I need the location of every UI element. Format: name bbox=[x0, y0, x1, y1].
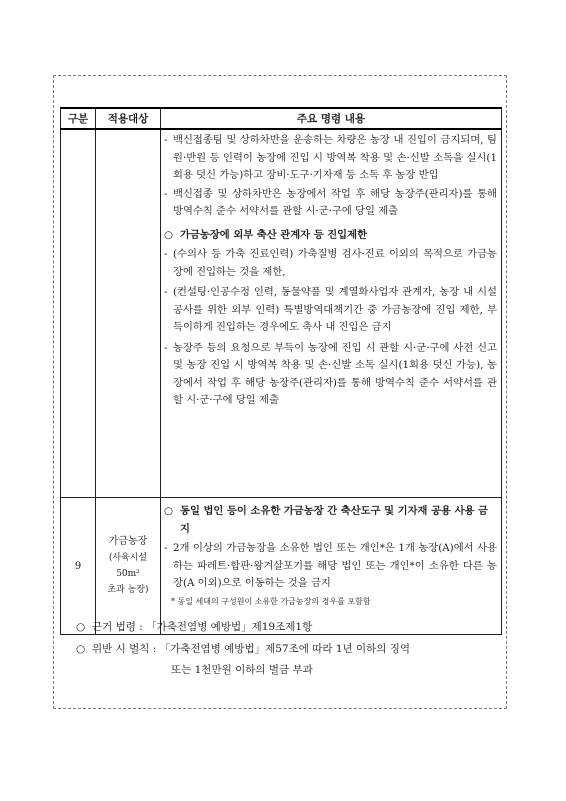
target-cell-empty bbox=[96, 129, 161, 498]
list-item bbox=[164, 284, 497, 337]
item-text: (수의사 등 가축 진료인력) 가축질병 검사·진료 이외의 목적으로 가금농장에 진입하는 것을 제한, bbox=[173, 248, 497, 278]
section-heading bbox=[164, 503, 497, 538]
dash-marker: - bbox=[164, 248, 168, 260]
heading-text: 가금농장에 외부 축산 관계자 등 진입제한 bbox=[180, 228, 368, 241]
circle-marker: ○ bbox=[76, 621, 86, 633]
list-item bbox=[164, 340, 497, 410]
penalty-text: 위반 시 벌칙 : 「가축전염병 예방법」제57조에 따라 1년 이하의 징역 bbox=[92, 643, 411, 655]
table-header-row bbox=[61, 108, 502, 129]
list-item bbox=[164, 540, 497, 593]
circle-marker: ○ bbox=[76, 643, 86, 655]
circle-marker: ○ bbox=[164, 228, 173, 241]
target-condition-2: 초과 농장) bbox=[107, 585, 149, 595]
section-heading bbox=[164, 227, 497, 245]
item-text: (컨설팅·인공수정 인력, 동물약품 및 계열화사업자 관계자, 농장 내 시설 공사를 위한 외부 인력) 특별방역대책기간 중 가금농장에 진입 제한, 부득이하게 진입하는 경우에도 축사 내 진입은 금지 bbox=[173, 286, 497, 333]
table-row bbox=[61, 498, 502, 635]
circle-marker: ○ bbox=[164, 505, 173, 517]
header-category: 구분 bbox=[61, 108, 96, 129]
table-row bbox=[61, 129, 502, 498]
dash-marker: - bbox=[164, 341, 168, 354]
content-cell bbox=[161, 498, 502, 635]
dash-marker: - bbox=[164, 286, 168, 298]
penalty bbox=[76, 640, 410, 659]
header-content: 주요 명령 내용 bbox=[161, 108, 502, 129]
item-text: 백신접종 및 상하차반은 농장에서 작업 후 해당 농장주(관리자)를 통해 방역수칙 준수 서약서를 관할 시·군·구에 당일 제출 bbox=[173, 187, 497, 217]
dash-marker: - bbox=[164, 187, 168, 200]
list-item bbox=[164, 186, 497, 221]
content-cell bbox=[161, 129, 502, 498]
list-item bbox=[164, 246, 497, 281]
target-label: 가금농장 bbox=[108, 536, 148, 547]
heading-text: 동일 법인 등이 소유한 가금농장 간 축산도구 및 기자재 공용 사용 금지 bbox=[180, 505, 488, 535]
order-table bbox=[60, 107, 502, 635]
target-cell bbox=[96, 498, 161, 635]
item-text: 2개 이상의 가금농장을 소유한 법인 또는 개인*은 1개 농장(A)에서 사용하는 파레트·합판·왕겨살포기를 해당 법인 또는 개인*이 소유한 다른 농장(A 이외)으로 이동하는 것을 금지 bbox=[173, 542, 497, 589]
row-number: 9 bbox=[61, 498, 96, 635]
item-text: 농장주 등의 요청으로 부득이 농장에 진입 시 관할 시·군·구에 사전 신고 및 농장 진입 시 방역복 착용 및 손·신발 소독 실시(1회용 덧신 가능), 농장에서 작업 후 해당 농장주(관리자)를 통해 방역수칙 준수 서약서를 관할 시·군·구에 당일 제출 bbox=[173, 341, 497, 406]
dash-marker: - bbox=[164, 134, 168, 146]
category-cell-empty bbox=[61, 129, 96, 498]
penalty-continued bbox=[171, 661, 313, 680]
list-item bbox=[164, 132, 497, 185]
penalty-text-2: 또는 1천만원 이하의 벌금 부과 bbox=[171, 664, 313, 676]
item-text: 백신접종팀 및 상하차반을 운송하는 차량은 농장 내 진입이 금지되며, 팀원·반원 등 인력이 농장에 진입 시 방역복 착용 및 손·신발 소독을 실시(1회용 덧신 가능)하고 장비·도구·기자재 등 소독 후 농장 반입 bbox=[173, 134, 497, 181]
target-condition: (사육시설 50m² bbox=[108, 553, 148, 579]
legal-basis bbox=[76, 618, 312, 637]
header-target: 적용대상 bbox=[96, 108, 161, 129]
footnote: * 동일 세대의 구성원이 소유한 가금농장의 경우를 포함함 bbox=[171, 596, 371, 606]
basis-text: 근거 법령 : 「가축전염병 예방법」제19조제1항 bbox=[92, 621, 313, 633]
dash-marker: - bbox=[164, 542, 168, 554]
